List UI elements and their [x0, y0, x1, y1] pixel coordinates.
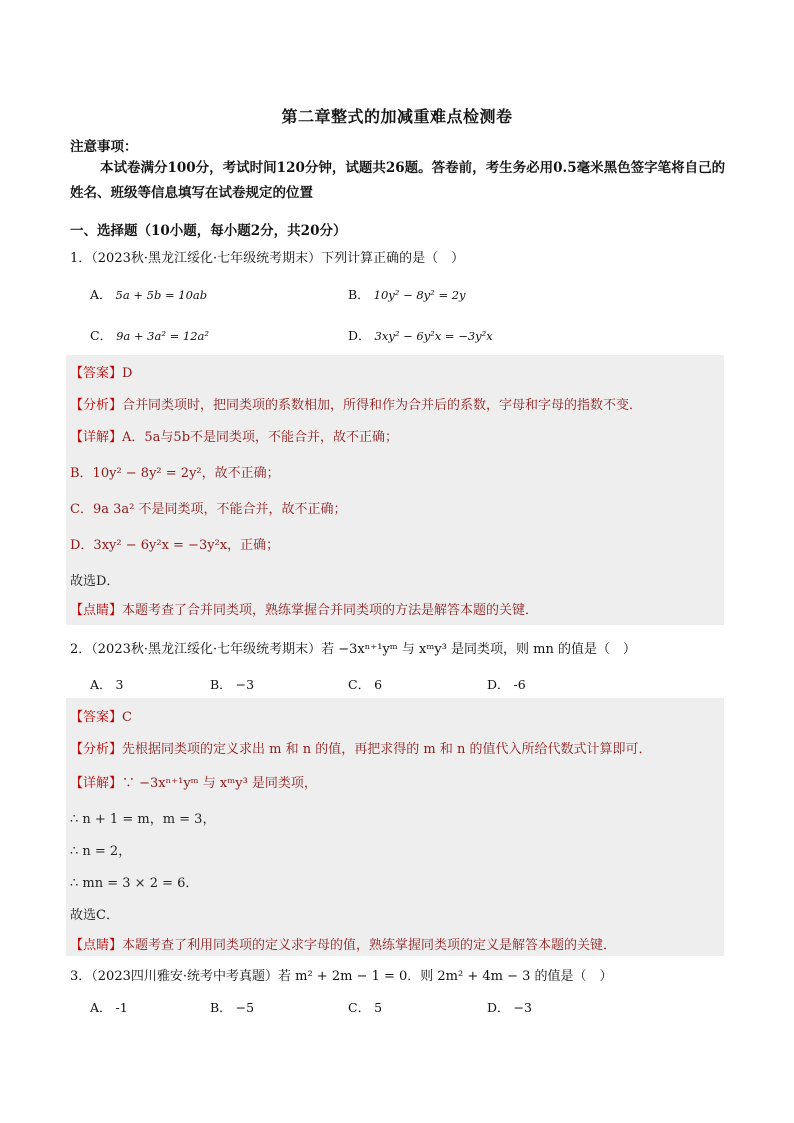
section-heading: 一、选择题（10小题，每小题2分，共20分） [70, 223, 347, 239]
option-expr: 5 [374, 1000, 383, 1015]
option-expr: -1 [115, 1000, 128, 1015]
q1-detail-1 [70, 426, 398, 445]
option-expr: 5a + 5b = 10ab [115, 288, 208, 302]
q2-analysis [70, 738, 651, 757]
answer-value: C [122, 710, 132, 725]
answer-tag: 【答案】 [70, 366, 123, 381]
detail-text: A．5a与5b不是同类项，不能合并，故不正确； [122, 430, 399, 445]
q2-detail-3 [70, 840, 131, 859]
q2-option-b [210, 675, 254, 693]
q1-analysis [70, 394, 642, 413]
option-expr: 3xy² − 6y²x = −3y²x [374, 329, 493, 343]
analysis-tag: 【分析】 [70, 742, 123, 757]
q1-detail-3: C．9a 3a² 不是同类项，不能合并，故不正确； [70, 502, 347, 517]
notice-body: 本试卷满分100分，考试时间120分钟，试题共26题。答卷前，考生务必用0.5毫米黑色签字笔将自己的姓名、班级等信息填写在试卷规定的位置 [70, 160, 726, 201]
document-title: 第二章整式的加减重难点检测卷 [281, 107, 513, 126]
q3-option-c [348, 998, 382, 1016]
option-label: A． [90, 677, 112, 692]
q1-stem: 1．（2023秋·黑龙江绥化·七年级统考期末）下列计算正确的是（ ） [70, 251, 465, 266]
comment-tag: 【点睛】 [70, 938, 123, 953]
comment-text: 本题考查了合并同类项，熟练掌握合并同类项的方法是解答本题的关键． [122, 603, 539, 618]
detail-text: ∴ mn = 3 × 2 = 6． [70, 876, 199, 891]
option-expr: −5 [235, 1000, 255, 1015]
q1-detail-4: D．3xy² − 6y²x = −3y²x，正确； [70, 538, 280, 553]
q1-answer [70, 362, 132, 381]
option-label: B． [210, 677, 232, 692]
conclusion-text: 故选D． [70, 574, 120, 589]
option-label: D． [487, 677, 510, 692]
q2-answer [70, 706, 132, 725]
detail-text: ∴ n = 2， [70, 844, 132, 859]
q1-comment [70, 599, 538, 618]
option-label: B． [210, 1000, 232, 1015]
option-label: C． [348, 1000, 371, 1015]
q1-option-b [348, 285, 466, 303]
option-label: C． [90, 328, 113, 343]
detail-tag: 【详解】 [70, 776, 123, 791]
q1-conclusion [70, 570, 119, 589]
q1-option-d [348, 326, 493, 344]
option-expr: 9a + 3a² = 12a² [116, 329, 210, 343]
q3-option-b [210, 998, 254, 1016]
answer-value: D [122, 366, 133, 381]
q2-solution-block [66, 698, 724, 956]
answer-tag: 【答案】 [70, 710, 123, 725]
option-label: B． [348, 287, 370, 302]
q2-detail-2 [70, 808, 215, 827]
q2-comment [70, 934, 616, 953]
analysis-tag: 【分析】 [70, 398, 123, 413]
q2-stem: 2．（2023秋·黑龙江绥化·七年级统考期末）若 −3xⁿ⁺¹yᵐ 与 xᵐy³ 是同类项，则 mn 的值是（ ） [70, 642, 636, 657]
option-label: C． [348, 677, 371, 692]
analysis-text: 先根据同类项的定义求出 m 和 n 的值，再把求得的 m 和 n 的值代入所给代数式计算即可． [122, 742, 652, 757]
q3-stem: 3．（2023四川雅安·统考中考真题）若 m² + 2m − 1 = 0．则 2m² + 4m − 3 的值是（ ） [70, 969, 613, 984]
option-label: A． [90, 1000, 112, 1015]
conclusion-text: 故选C． [70, 908, 119, 923]
q1-option-c [90, 326, 209, 344]
detail-tag: 【详解】 [70, 430, 123, 445]
option-label: D． [348, 328, 371, 343]
q2-option-d [487, 675, 526, 693]
comment-tag: 【点睛】 [70, 603, 123, 618]
analysis-text: 合并同类项时，把同类项的系数相加，所得和作为合并后的系数，字母和字母的指数不变． [122, 398, 643, 413]
option-expr: −3 [513, 1000, 532, 1015]
q1-option-a [90, 285, 207, 303]
notice-heading: 注意事项： [70, 139, 138, 155]
q2-option-a [90, 675, 123, 693]
option-expr: 3 [115, 677, 124, 692]
option-expr: 6 [374, 677, 383, 692]
option-label: A． [90, 287, 112, 302]
option-expr: 10y² − 8y² = 2y [373, 288, 466, 302]
option-label: D． [487, 1000, 510, 1015]
q3-option-a [90, 998, 128, 1016]
q2-detail-1 [70, 772, 317, 791]
detail-text: ∴ n + 1 = m，m = 3， [70, 812, 216, 827]
q2-option-c [348, 675, 382, 693]
comment-text: 本题考查了利用同类项的定义求字母的值，熟练掌握同类项的定义是解答本题的关键． [122, 938, 617, 953]
q2-detail-4 [70, 872, 198, 891]
option-expr: -6 [513, 677, 526, 692]
q3-option-d [487, 998, 532, 1016]
q1-detail-2: B．10y² − 8y² = 2y²，故不正确； [70, 466, 280, 481]
q2-conclusion [70, 904, 119, 923]
option-expr: −3 [235, 677, 255, 692]
detail-text: ∵ −3xⁿ⁺¹yᵐ 与 xᵐy³ 是同类项， [122, 776, 317, 791]
